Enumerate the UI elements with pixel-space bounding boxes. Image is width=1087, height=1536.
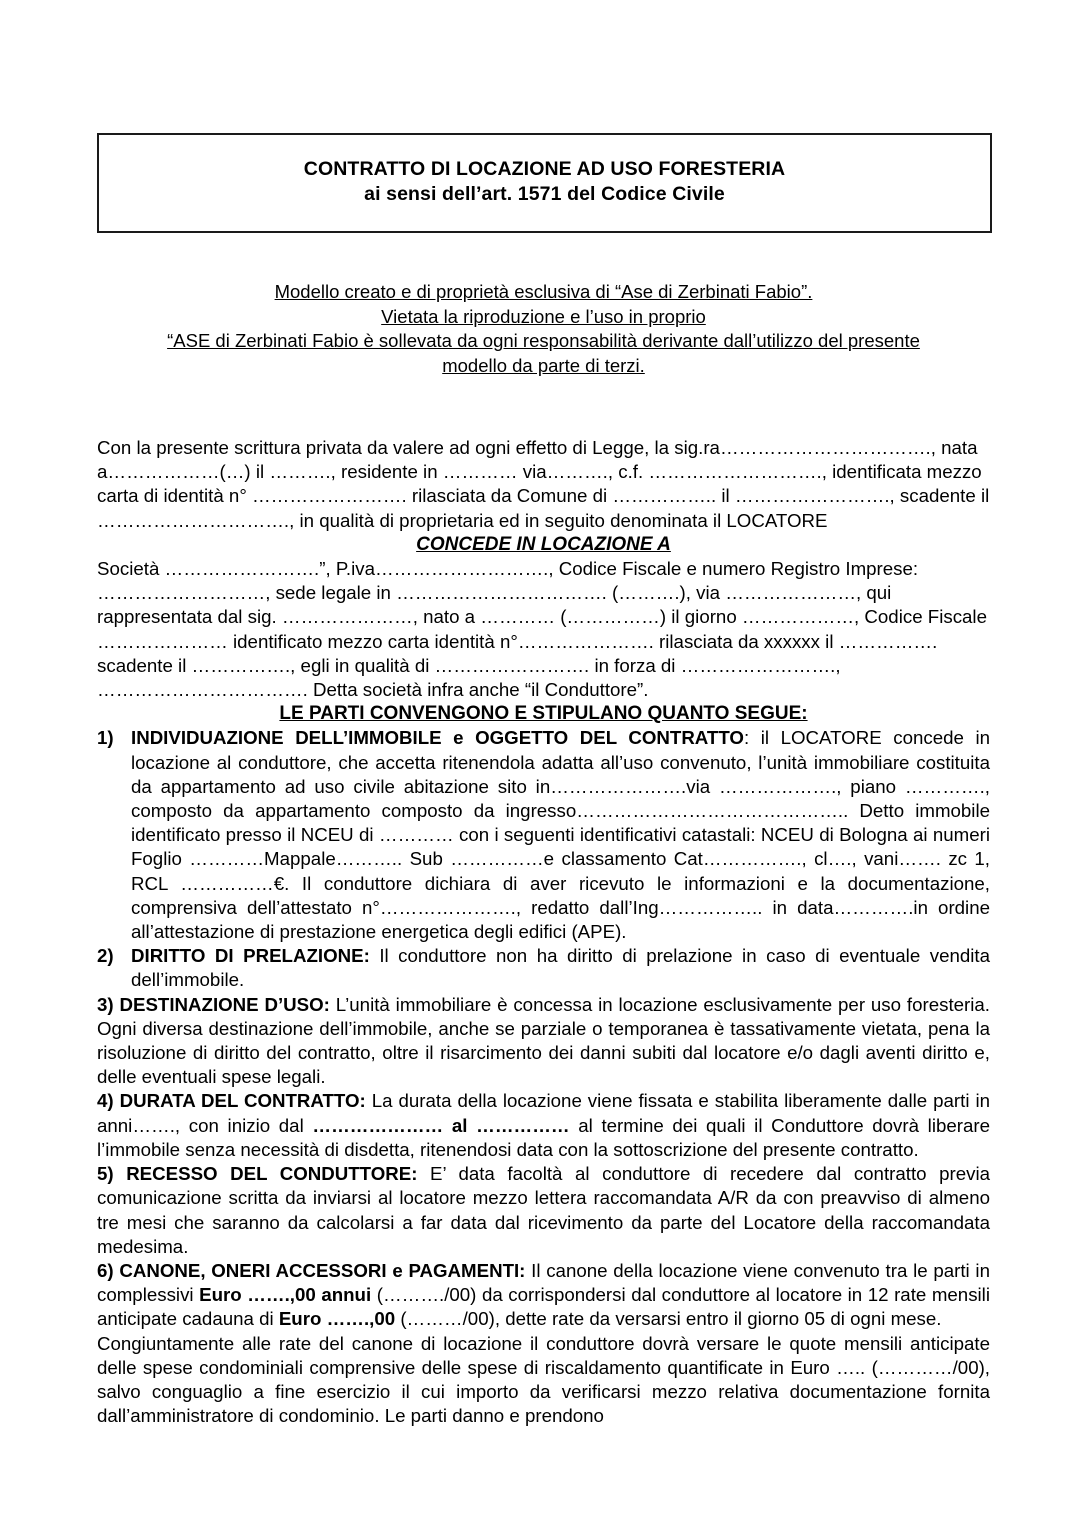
disclaimer-line-4-text: modello da parte di terzi.: [442, 354, 645, 376]
conduttore-paragraph: Società …………………….”, P.iva………………………., Codice Fiscale e numero Registro Imprese: ………………………, sede legale in ……………………………. (……….), via …………………, qui rappresentata dal sig. …………………, nato a ………… (……………) il giorno ………………, Codice Fiscale ………………… identificato mezzo carta identità n°…………………. rilasciata da xxxxxx il ……………. scadente il ……………., egli in qualità di ……………………. in forza di ……………………., ……………………………. Detta società infra anche “il Conduttore”.: [97, 558, 987, 701]
disclaimer-line-3: [97, 329, 990, 354]
clause-2-body: Il conduttore non ha diritto di prelazione in caso di eventuale vendita dell’immobile.: [131, 945, 990, 991]
clause-3: [97, 993, 990, 1090]
clause-2: [97, 944, 990, 992]
clause-5-space: [114, 1163, 127, 1184]
clause-5-number: 5): [97, 1163, 114, 1185]
disclaimer-line-2-text: Vietata la riproduzione e l’uso in proprio: [381, 305, 706, 327]
clause-1-number: 1): [97, 727, 114, 749]
disclaimer-line-2: [97, 305, 990, 330]
clause-3-number: 3): [97, 993, 114, 1015]
disclaimer-line-1-text: Modello creato e di proprietà esclusiva di “Ase di Zerbinati Fabio”.: [274, 281, 813, 302]
parti-convengono-heading: LE PARTI CONVENGONO E STIPULANO QUANTO SEGUE:: [279, 703, 808, 725]
clause-6-annual-rent: Euro …….,00 annui: [199, 1284, 372, 1306]
clause-4-title: DURATA DEL CONTRATTO:: [119, 1090, 366, 1112]
document-title-line-1: CONTRATTO DI LOCAZIONE AD USO FORESTERIA: [303, 158, 786, 180]
clause-5-title: RECESSO DEL CONDUTTORE:: [126, 1163, 418, 1185]
clause-6-body-2: (………./00) da corrispondersi dal conduttore al locatore in 12 rate mensili anticipate cadauna di: [97, 1284, 990, 1330]
clause-4-body-2: al termine dei quali il Conduttore dovrà liberare l’immobile senza necessità di disdetta, ritenendosi data con la sottoscrizione del presente contratto.: [97, 1114, 990, 1160]
clause-4-body-1: La durata della locazione viene fissata e stabilita liberamente dalle parti in anni……., con inizio dal: [97, 1090, 990, 1136]
clause-1-body: : il LOCATORE concede in locazione al conduttore, che accetta ritenendola adatta all’uso convenuto, l’unità immobiliare costituita da appartamento ad uso civile abitazione sito in………………….via ………………., piano …………., composto da appartamento composto da ingresso…………………………………….. Detto immobile identificato presso il NCEU di ………… con i seguenti identificativi catastali: NCEU di Bologna ai numeri Foglio …………Mappale……….. Sub ……………e classamento Cat……………., cl…., vani……. zc 1, RCL ……………€. Il conduttore dichiara di aver ricevuto le informazioni e la documentazione, comprensiva dell’attestato n°…………………., redatto dall’Ing…………….. in data………….in ordine all’attestazione di prestazione energetica degli edifici (APE).: [131, 727, 990, 943]
clause-3-title-text: DESTINAZIONE D’USO:: [119, 993, 330, 1015]
document-title-line-2: ai sensi dell’art. 1571 del Codice Civile: [364, 183, 725, 205]
clause-6-title: CANONE, ONERI ACCESSORI e PAGAMENTI:: [119, 1259, 526, 1281]
clause-4-number: 4): [97, 1090, 114, 1112]
clause-1-title: INDIVIDUAZIONE DELL’IMMOBILE e OGGETTO DEL CONTRATTO: [131, 727, 744, 749]
clause-6-number: 6): [97, 1259, 114, 1281]
clause-2-number: 2): [97, 945, 114, 967]
concede-in-locazione-heading: CONCEDE IN LOCAZIONE A: [416, 533, 671, 555]
clause-3-body: L’unità immobiliare è concessa in locazione esclusivamente per uso foresteria. Ogni diversa destinazione dell’immobile, anche se parziale o temporanea è tassativamente vietata, pena la risoluzione di diritto del contratto, oltre il risarcimento dei danni subiti dal locatore e/o dagli aventi diritto e, delle eventuali spese legali.: [97, 993, 990, 1088]
clause-6-body-3: (………/00), dette rate da versarsi entro il giorno 05 di ogni mese.: [395, 1308, 942, 1330]
clause-6: [97, 1259, 990, 1332]
clause-6-body-1: Il canone della locazione viene convenuto tra le parti in complessivi: [97, 1259, 990, 1306]
clause-5-body: E’ data facoltà al conduttore di recedere dal contratto previa comunicazione scritta da inviarsi al locatore mezzo lettera raccomandata A/R da con preavviso di almeno tre mesi che saranno da calcolarsi a far data dal ricevimento da parte del Locatore della raccomandata medesima.: [97, 1163, 990, 1257]
clause-4: [97, 1089, 990, 1162]
disclaimer-line-3-text: “ASE di Zerbinati Fabio è sollevata da ogni responsabilità derivante dall’utilizzo del presente: [167, 330, 920, 351]
title-box: [97, 133, 992, 233]
disclaimer-line-4: [97, 354, 990, 379]
document-body: [97, 436, 990, 1428]
closing-paragraph: Congiuntamente alle rate del canone di locazione il conduttore dovrà versare le quote mensili anticipate delle spese condominiali comprensive delle spese di riscaldamento quantificate in Euro ….. (…………/00), salvo conguaglio a fine esercizio il cui importo da verificarsi mezzo relativa documentazione fornita dall’amministratore di condominio. Le parti danno e prendono: [97, 1332, 990, 1427]
copyright-disclaimer: [97, 280, 990, 378]
clause-6-monthly-rent: Euro …….,00: [278, 1308, 396, 1330]
disclaimer-line-1: [97, 280, 990, 305]
clause-5: [97, 1162, 990, 1259]
clause-1: [97, 726, 990, 944]
clause-4-date-blanks: ………………… al ……………: [312, 1114, 570, 1136]
preamble-paragraph: Con la presente scrittura privata da valere ad ogni effetto di Legge, la sig.ra……………………………., nata a………………(…) il ………., residente in ………… via………., c.f. ………………………., identificata mezzo carta di identità n° ……………………. rilasciata da Comune di …………….. il ……………………., scadente il …………………………., in qualità di proprietaria ed in seguito denominata il LOCATORE: [97, 437, 990, 531]
clause-2-title: DIRITTO DI PRELAZIONE:: [131, 945, 370, 967]
